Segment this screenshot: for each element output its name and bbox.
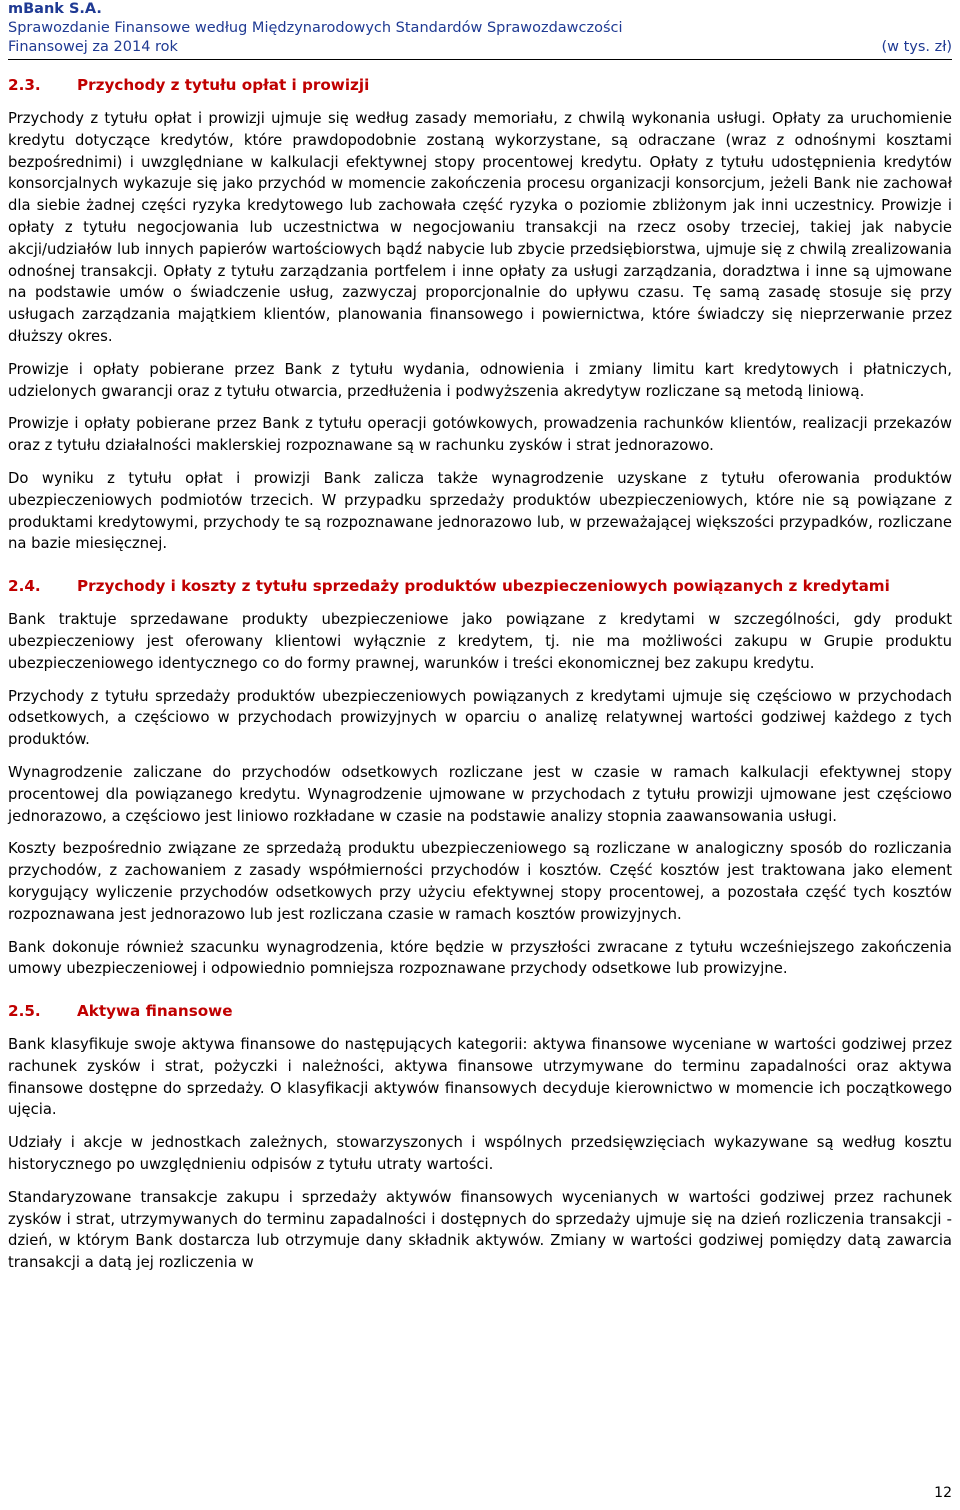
paragraph: Udziały i akcje w jednostkach zależnych, stowarzyszonych i wspólnych przedsięwzięciach wykazywane są według kosztu historycznego po uwzględnieniu odpisów z tytułu utraty wartości. xyxy=(8,1134,952,1174)
paragraph: Prowizje i opłaty pobierane przez Bank z tytułu operacji gotówkowych, prowadzenia rachunków klientów, realizacji przekazów oraz z tytułu działalności maklerskiej rozpoznawane są w rachunku zysków i strat jednorazowo. xyxy=(8,415,952,455)
section-spacer xyxy=(8,991,952,1000)
section-number: 2.3. xyxy=(8,76,41,94)
section-title: Przychody z tytułu opłat i prowizji xyxy=(77,76,370,94)
section-heading-2-5 xyxy=(8,1000,952,1023)
report-period: Finansowej za 2014 rok xyxy=(8,39,178,55)
paragraph: Przychody z tytułu sprzedaży produktów ubezpieczeniowych powiązanych z kredytami ujmuje się częściowo w przychodach odsetkowych, a częściowo w przychodach prowizyjnych w oparciu o analizę relatywnej wartości godziwej każdego z tych produktów. xyxy=(8,687,952,749)
header-divider xyxy=(8,59,952,60)
section-number: 2.5. xyxy=(8,1002,41,1021)
section-heading-2-4 xyxy=(8,575,952,598)
page-number: 12 xyxy=(934,1485,952,1501)
document-body xyxy=(8,74,952,1285)
paragraph: Przychody z tytułu opłat i prowizji ujmuje się według zasady memoriału, z chwilą wykonania usługi. Opłaty za uruchomienie kredytu dotyczące kredytów, które prawdopodobnie zostaną wykorzystane, są odraczane (wraz z odnośnymi kosztami bezpośrednimi) i uwzględniane w kalkulacji efektywnej stopy procentowej kredytu. Opłaty z tytułu udostępnienia kredytów konsorcjalnych wykazuje się jako przychód w momencie zakończenia procesu organizacji konsorcjum, jeżeli Bank nie zachował dla siebie żadnej części ryzyka kredytowego lub zachowała część ryzyka o poziomie zbliżonym jak inni uczestnicy. Prowizje i opłaty z tytułu negocjowania lub uczestnictwa w negocjowaniu transakcji na rzecz osoby trzeciej, takiej jak nabycie akcji/udziałów lub innych papierów wartościowych bądź nabycie lub zbycie przedsiębiorstwa, ujmuje się z chwilą zrealizowania odnośnej transakcji. Opłaty z tytułu zarządzania portfelem i inne opłaty za usługi zarządzania, doradztwa i inne są ujmowane na podstawie umów o świadczenie usług, zazwyczaj proporcjonalnie do upływu czasu. Tę samą zasadę stosuje się przy usługach zarządzania majątkiem klientów, planowania finansowego i powiernictwa, które świadczy się nieprzerwanie przez dłuższy okres. xyxy=(8,110,952,345)
section-spacer xyxy=(8,566,952,575)
paragraph: Bank dokonuje również szacunku wynagrodzenia, które będzie w przyszłości zwracane z tytułu wcześniejszego zakończenia umowy ubezpieczeniowej i odpowiednio pomniejsza rozpoznawane przychody odsetkowe lub prowizyjne. xyxy=(8,938,952,978)
section-title: Przychody i koszty z tytułu sprzedaży produktów ubezpieczeniowych powiązanych z kredytami xyxy=(77,577,890,596)
paragraph: Bank traktuje sprzedawane produkty ubezpieczeniowe jako powiązane z kredytami w szczególności, gdy produkt ubezpieczeniowy jest oferowany klientowi wyłącznie z kredytem, tj. nie ma możliwości zakupu w Grupie produktu ubezpieczeniowego identycznego co do formy prawnej, warunków i treści ekonomicznej bez zakupu kredytu. xyxy=(8,611,952,672)
company-name: mBank S.A. xyxy=(8,1,102,17)
section-heading-2-3 xyxy=(8,74,952,97)
section-number: 2.4. xyxy=(8,577,41,596)
page-header xyxy=(8,0,952,57)
paragraph: Bank klasyfikuje swoje aktywa finansowe do następujących kategorii: aktywa finansowe wyceniane w wartości godziwej przez rachunek zysków i strat, pożyczki i należności, aktywa finansowe utrzymywane do terminu zapadalności oraz aktywa finansowe dostępne do sprzedaży. O klasyfikacji aktywów finansowych decyduje kierownictwo w momencie ich początkowego ujęcia. xyxy=(8,1036,952,1119)
section-title: Aktywa finansowe xyxy=(77,1002,233,1021)
report-title: Sprawozdanie Finansowe według Międzynarodowych Standardów Sprawozdawczości xyxy=(8,20,623,36)
currency-unit: (w tys. zł) xyxy=(881,39,952,55)
header-period-row xyxy=(8,38,952,57)
paragraph: Wynagrodzenie zaliczane do przychodów odsetkowych rozliczane jest w czasie w ramach kalkulacji efektywnej stopy procentowej dla powiązanego kredytu. Wynagrodzenie ujmowane w przychodach z tytułu prowizji ujmowane jest częściowo jednorazowo, a częściowo jest liniowo rozkładane w czasie na podstawie analizy stopnia zaawansowania usługi. xyxy=(8,763,952,825)
paragraph: Koszty bezpośrednio związane ze sprzedażą produktu ubezpieczeniowego są rozliczane w analogiczny sposób do rozliczania przychodów, z zachowaniem z zasady współmierności przychodów i kosztów. Część kosztów jest traktowana jako element korygujący wyliczenie przychodów odsetkowych przy użyciu efektywnej stopy procentowej, a pozostała część tych kosztów rozpoznawana jest jednorazowo lub jest rozliczana czasie w ramach kosztów prowizyjnych. xyxy=(8,840,952,923)
paragraph: Prowizje i opłaty pobierane przez Bank z tytułu wydania, odnowienia i zmiany limitu kart kredytowych i płatniczych, udzielonych gwarancji oraz z tytułu otwarcia, przedłużenia i podwyższenia akredytyw rozliczane są metodą liniową. xyxy=(8,360,952,400)
paragraph: Standaryzowane transakcje zakupu i sprzedaży aktywów finansowych wycenianych w wartości godziwej przez rachunek zysków i strat, utrzymywanych do terminu zapadalności i dostępnych do sprzedaży ujmuje się na dzień rozliczenia transakcji - dzień, w którym Bank dostarcza lub otrzymuje dany składnik aktywów. Zmiany w wartości godziwej pomiędzy datą zawarcia transakcji a datą jej rozliczenia w xyxy=(8,1188,952,1272)
paragraph: Do wyniku z tytułu opłat i prowizji Bank zalicza także wynagrodzenie uzyskane z tytułu oferowania produktów ubezpieczeniowych podmiotów trzecich. W przypadku sprzedaży produktów ubezpieczeniowych, które nie są powiązane z produktami kredytowymi, przychody te są rozpoznawane jednorazowo lub, w przeważającej większości przypadków, rozliczane na bazie miesięcznej. xyxy=(8,469,952,553)
